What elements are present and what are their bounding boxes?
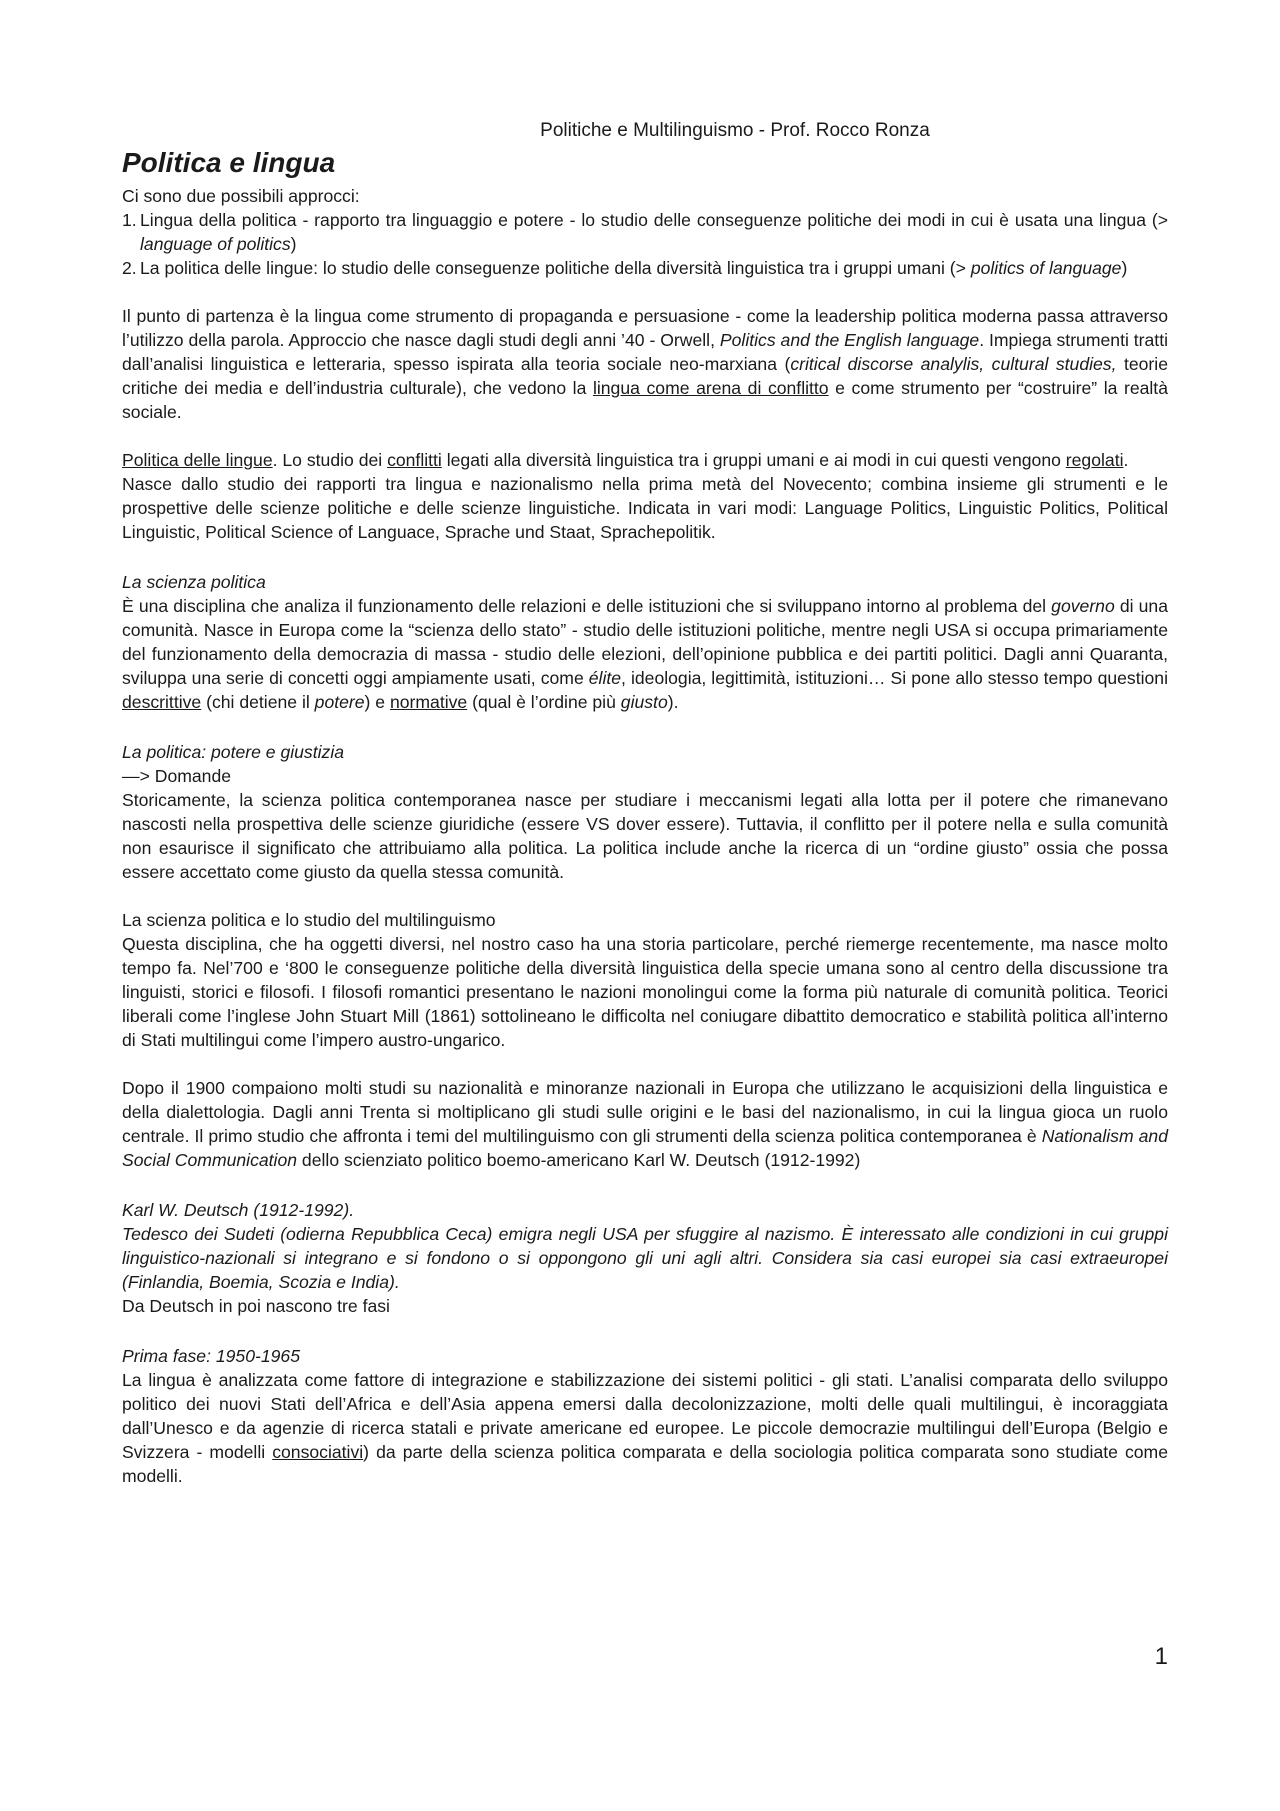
paragraph-politica-lingue	[122, 448, 1168, 472]
section-heading-scienza: La scienza politica	[122, 572, 266, 592]
underlined-term: regolati	[1065, 450, 1124, 470]
text-run: ).	[667, 692, 679, 712]
text-run: legati alla diversità linguistica tra i gruppi umani e ai modi in cui questi vengono	[441, 450, 1066, 470]
list-item	[122, 256, 1168, 280]
text-run: , ideologia, legittimità, istituzioni… Si pone allo stesso tempo questioni	[621, 668, 1168, 688]
text-run: (chi detiene il	[201, 692, 315, 712]
list-text-end: )	[290, 234, 297, 254]
text-run: ) da parte della scienza politica comparata e della sociologia politica comparata sono studiate come modelli.	[122, 1442, 1168, 1486]
italic-bio: Tedesco dei Sudeti (odierna Repubblica Ceca) emigra negli USA per sfuggire al nazismo. È interessato alle condizioni in cui gruppi linguistico-nazionali si integrano e si fondono o si oppongono gli uni agli altri. Considera sia casi europei sia casi extraeuropei (Finlandia, Boemia, Scozia e India).	[122, 1224, 1168, 1292]
list-item	[122, 208, 1168, 256]
document-page	[122, 120, 1168, 1488]
list-text-part: Lingua della politica - rapporto tra linguaggio e potere - lo studio delle conseguenze politiche dei modi in cui è usata una lingua (>	[140, 210, 1168, 230]
text-run: Il punto di partenza è la lingua come strumento di propaganda e persuasione - come la leadership politica moderna passa attraverso l’utilizzo della parola. Approccio che nasce dagli studi degli anni ’40 - Orwell,	[122, 306, 1168, 350]
text-run: . Lo studio dei	[272, 450, 388, 470]
italic-term: potere	[314, 692, 365, 712]
underlined-term: consociativi	[272, 1442, 364, 1462]
italic-term: politics of language	[970, 258, 1122, 278]
underlined-term: normative	[389, 692, 468, 712]
italic-term: Politics and the English language	[719, 330, 980, 350]
paragraph-propaganda	[122, 304, 1168, 424]
italic-term: giusto	[620, 692, 668, 712]
document-header: Politiche e Multilinguismo - Prof. Rocco Ronza	[540, 120, 930, 141]
section-heading-deutsch: Karl W. Deutsch (1912-1992).	[122, 1200, 355, 1220]
italic-term: language of politics	[140, 234, 291, 254]
paragraph-tre-fasi: Da Deutsch in poi nascono tre fasi	[122, 1296, 390, 1316]
paragraph-potere: Storicamente, la scienza politica contemporanea nasce per studiare i meccanismi legati alla lotta per il potere che rimanevano nascosti nella prospettiva delle scienze giuridiche (essere VS dover essere). Tuttavia, il conflitto per il potere nella e sulla comunità non esaurisce il significato che attribuiamo alla politica. La politica include anche la ricerca di un “ordine giusto” ossia che possa essere accettato come giusto da quella stessa comunità.	[122, 790, 1168, 882]
list-text	[140, 208, 1168, 256]
intro-text: Ci sono due possibili approcci:	[122, 186, 360, 206]
paragraph-scienza	[122, 594, 1168, 714]
paragraph-deutsch-bio	[122, 1222, 1168, 1294]
sub-heading-domande: —> Domande	[122, 766, 232, 786]
paragraph-multilinguismo: Questa disciplina, che ha oggetti diversi, nel nostro caso ha una storia particolare, perché riemerge recentemente, ma nasce molto tempo fa. Nel’700 e ‘800 le conseguenze politiche della diversità linguistica della specie umana sono al centro della discussione tra linguisti, storici e filosofi. I filosofi romantici presentano le nazioni monolingui come la forma più naturale di comunità politica. Teorici liberali come l’inglese John Stuart Mill (1861) sottolineano le difficolta nel coniugare dibattito democratico e stabilità politica all’interno di Stati multilingui come l’impero austro-ungarico.	[122, 934, 1168, 1050]
text-run: di una comunità. Nasce in Europa come la “scienza dello stato” - studio delle istituzioni politiche, mentre negli USA si occupa primariamente del funzionamento della democrazia di massa - studio delle elezioni, dell’opinione pubblica e dei partiti politici. Dagli anni Quaranta, sviluppa una serie di concetti oggi ampiamente usati, come	[122, 596, 1169, 688]
text-run: ) e	[364, 692, 390, 712]
list-number: 2.	[122, 258, 137, 278]
list-text-end: )	[1121, 258, 1128, 278]
text-run: La lingua è analizzata come fattore di integrazione e stabilizzazione dei sistemi politici - gli stati. L’analisi comparata dello sviluppo politico dei nuovi Stati dell’Africa e dell’Asia appena emersi dalla decolonizzazione, molti delle quali multilingui, è incoraggiata dall’Unesco e da agenzie di ricerca statali e private americane ed europee. Le piccole democrazie multilingui dell’Europa (Belgio e Svizzera - modelli	[122, 1370, 1168, 1462]
underlined-term: descrittive	[122, 692, 202, 712]
text-run: teorie critiche dei media e dell’industria culturale), che vedono la	[122, 354, 1168, 398]
text-run: e come strumento per “costruire” la realtà sociale.	[122, 378, 1168, 422]
italic-term: élite	[588, 668, 622, 688]
italic-term: critical discorse analylis, cultural studies,	[790, 354, 1117, 374]
text-run: (qual è l’ordine più	[467, 692, 621, 712]
italic-term: governo	[1051, 596, 1115, 616]
section-heading-potere: La politica: potere e giustizia	[122, 742, 345, 762]
page-title: Politica e lingua	[122, 147, 336, 178]
text-run: dello scienziato politico boemo-americano Karl W. Deutsch (1912-1992)	[297, 1150, 861, 1170]
section-heading-multilinguismo: La scienza politica e lo studio del multilinguismo	[122, 910, 496, 930]
list-text-part: La politica delle lingue: lo studio delle conseguenze politiche della diversità linguistica tra i gruppi umani (>	[140, 258, 971, 278]
italic-term: Nationalism and Social Communication	[122, 1126, 1168, 1170]
text-run: Dopo il 1900 compaiono molti studi su nazionalità e minoranze nazionali in Europa che utilizzano le acquisizioni della linguistica e della dialettologia. Dagli anni Trenta si moltiplicano gli studi sulle origini e le basi del nazionalismo, in cui la lingua gioca un ruolo centrale. Il primo studio che affronta i temi del multilinguismo con gli strumenti della scienza politica contemporanea è	[122, 1078, 1168, 1146]
list-number: 1.	[122, 210, 137, 230]
page-number: 1	[1154, 1643, 1168, 1670]
underlined-term: conflitti	[387, 450, 442, 470]
text-run: . Impiega strumenti tratti dall’analisi linguistica e letteraria, spesso ispirata alla teoria sociale neo-marxiana (	[122, 330, 1168, 374]
underlined-term: lingua come arena di conflitto	[592, 378, 829, 398]
underlined-term: Politica delle lingue	[122, 450, 273, 470]
list-text	[140, 256, 1168, 280]
paragraph-dopo-1900	[122, 1076, 1168, 1172]
paragraph-prima-fase	[122, 1368, 1168, 1488]
paragraph-nasce: Nasce dallo studio dei rapporti tra lingua e nazionalismo nella prima metà del Novecento; combina insieme gli strumenti e le prospettive delle scienze politiche e delle scienze linguistiche. Indicata in vari modi: Language Politics, Linguistic Politics, Political Linguistic, Political Science of Languace, Sprache und Staat, Sprachepolitik.	[122, 474, 1168, 542]
text-run: .	[1123, 450, 1129, 470]
section-heading-prima-fase: Prima fase: 1950-1965	[122, 1346, 300, 1366]
text-run: È una disciplina che analiza il funzionamento delle relazioni e delle istituzioni che si sviluppano intorno al problema del	[122, 596, 1052, 616]
